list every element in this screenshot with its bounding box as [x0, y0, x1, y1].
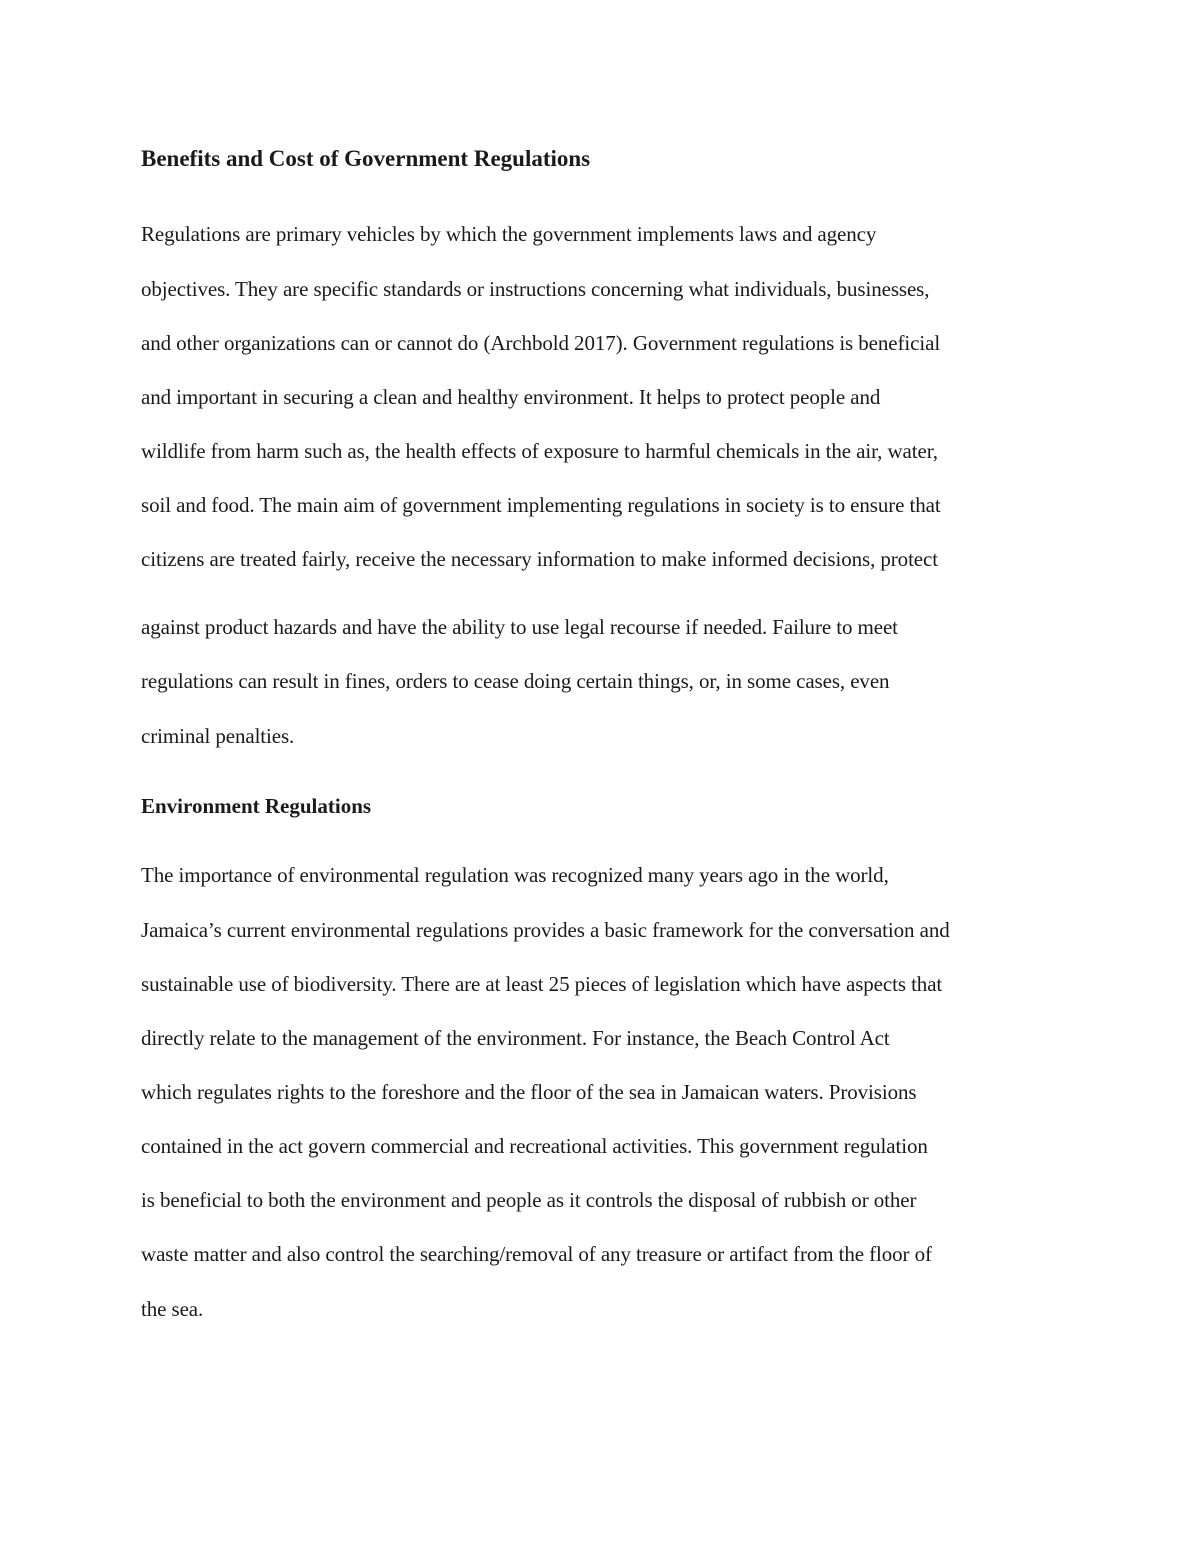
paragraph-line: Jamaica’s current environmental regulations provides a basic framework for the conversation and: [141, 918, 950, 942]
paragraph-line: and other organizations can or cannot do (Archbold 2017). Government regulations is beneficial: [141, 331, 941, 355]
paragraph-line: The importance of environmental regulation was recognized many years ago in the world,: [141, 863, 889, 887]
paragraph-line: contained in the act govern commercial and recreational activities. This government regulation: [141, 1134, 928, 1158]
paragraph-line: sustainable use of biodiversity. There are at least 25 pieces of legislation which have aspects that: [141, 972, 943, 996]
paragraph-line: Regulations are primary vehicles by which the government implements laws and agency: [141, 222, 877, 246]
paragraph-line: criminal penalties.: [141, 724, 295, 748]
paragraph-line: against product hazards and have the ability to use legal recourse if needed. Failure to meet: [141, 615, 898, 639]
paragraph-line: objectives. They are specific standards or instructions concerning what individuals, businesses,: [141, 277, 930, 301]
paragraph-line: directly relate to the management of the environment. For instance, the Beach Control Act: [141, 1026, 890, 1050]
paragraph-line: wildlife from harm such as, the health effects of exposure to harmful chemicals in the air, water,: [141, 439, 938, 463]
paragraph-line: soil and food. The main aim of government implementing regulations in society is to ensure that: [141, 493, 941, 517]
document-title: Benefits and Cost of Government Regulations: [141, 146, 591, 171]
paragraph-line: waste matter and also control the searching/removal of any treasure or artifact from the floor of: [141, 1242, 932, 1266]
paragraph-line: regulations can result in fines, orders to cease doing certain things, or, in some cases, even: [141, 669, 890, 693]
section-2-heading: Environment Regulations: [141, 794, 372, 818]
paragraph-line: the sea.: [141, 1297, 204, 1321]
paragraph-line: which regulates rights to the foreshore and the floor of the sea in Jamaican waters. Provisions: [141, 1080, 917, 1104]
paragraph-line: and important in securing a clean and healthy environment. It helps to protect people and: [141, 385, 881, 409]
paragraph-line: citizens are treated fairly, receive the necessary information to make informed decisions, protect: [141, 547, 938, 571]
paragraph-line: is beneficial to both the environment and people as it controls the disposal of rubbish or other: [141, 1188, 917, 1212]
